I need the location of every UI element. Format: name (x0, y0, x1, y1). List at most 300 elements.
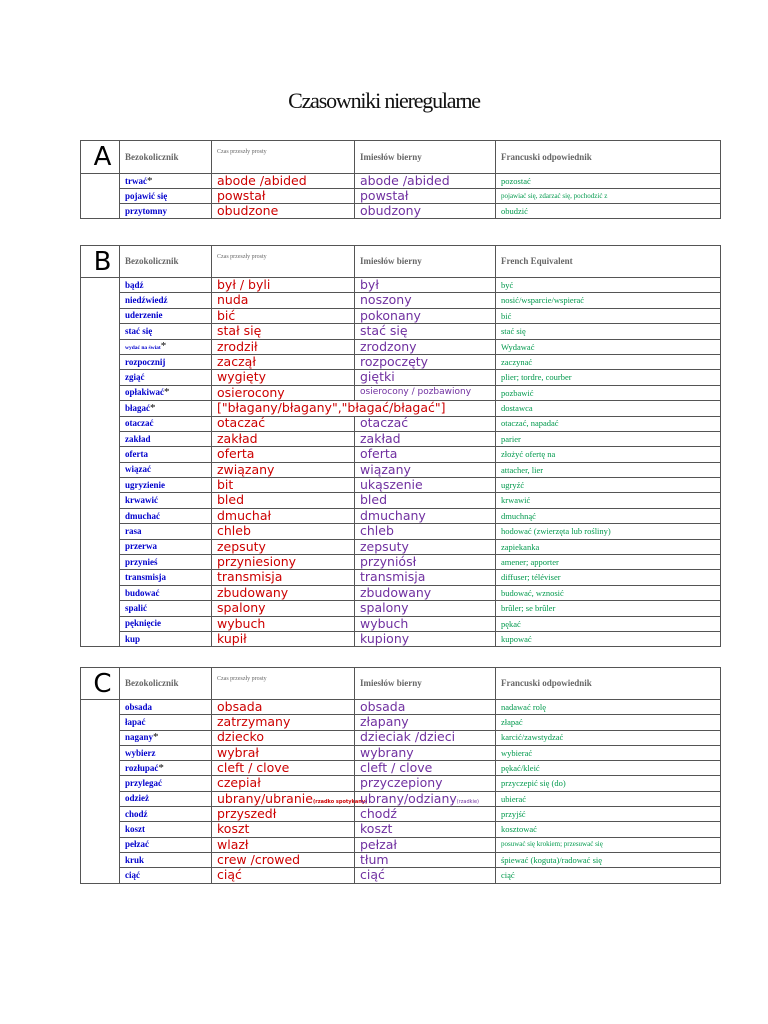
past-simple-cell (212, 493, 355, 508)
infinitive-text: przytomny (125, 205, 167, 216)
infinitive-cell (120, 868, 212, 883)
infinitive-text: ugryzienie (125, 479, 165, 490)
infinitive-cell (120, 807, 212, 822)
past-simple-cell (212, 616, 355, 631)
french-equivalent-cell: zapiekanka (496, 539, 721, 554)
french-equivalent-cell: być (496, 278, 721, 293)
french-equivalent-cell: ciąć (496, 868, 721, 883)
asterisk-mark: * (158, 761, 164, 774)
past-participle-text: obudzony (360, 202, 421, 218)
french-equivalent-cell: ubierać (496, 791, 721, 806)
section-a-table (80, 140, 721, 219)
infinitive-cell (120, 339, 212, 354)
infinitive-text: nagany (125, 732, 154, 743)
page-title: Czasowniki nieregularne (288, 88, 480, 113)
infinitive-text: budować (125, 587, 160, 598)
infinitive-text: chodź (125, 808, 148, 819)
past-simple-cell (212, 354, 355, 369)
infinitive-cell (120, 508, 212, 523)
infinitive-cell (120, 462, 212, 477)
table-row (81, 631, 721, 646)
french-equivalent-cell: nosić/wsparcie/wspierać (496, 293, 721, 308)
column-header: Czas przeszły prosty (212, 668, 355, 700)
past-simple-cell (212, 508, 355, 523)
past-participle-cell (355, 852, 496, 867)
past-participle-cell (355, 700, 496, 715)
infinitive-text: otaczać (125, 418, 154, 429)
column-header: Imiesłów bierny (355, 141, 496, 174)
infinitive-cell (120, 370, 212, 385)
past-simple-cell (212, 745, 355, 760)
infinitive-cell (120, 385, 212, 400)
past-participle-text: wybrany (360, 744, 414, 760)
french-equivalent-cell: posuwać się krokiem; przesuwać się (496, 837, 721, 852)
past-participle-text: zakład (360, 430, 401, 446)
past-simple-cell (212, 370, 355, 385)
past-participle-text: abode /abided (360, 172, 450, 188)
table-row (81, 730, 721, 745)
infinitive-text: wydać na świat (125, 345, 161, 352)
past-simple-cell (212, 822, 355, 837)
french-equivalent-cell: attacher, lier (496, 462, 721, 477)
past-simple-cell (212, 852, 355, 867)
past-simple-cell (212, 462, 355, 477)
past-participle-text: obsada (360, 698, 406, 714)
infinitive-text: przylegać (125, 778, 162, 789)
past-simple-text: stał się (217, 323, 262, 339)
asterisk-mark: * (164, 386, 170, 399)
past-participle-cell (355, 447, 496, 462)
table-row (81, 852, 721, 867)
past-participle-cell (355, 807, 496, 822)
french-equivalent-cell: karcić/zawstydzać (496, 730, 721, 745)
past-participle-text: zrodzony (360, 338, 417, 354)
past-simple-cell (212, 555, 355, 570)
past-simple-cell (212, 631, 355, 646)
past-simple-text: zaczął (217, 353, 256, 369)
past-participle-cell (355, 524, 496, 539)
infinitive-cell (120, 616, 212, 631)
past-participle-text: giętki (360, 369, 395, 385)
past-simple-text: dziecko (217, 729, 264, 745)
past-participle-text: wybuch (360, 615, 409, 631)
past-simple-cell (212, 601, 355, 616)
table-row (81, 700, 721, 715)
past-participle-cell (355, 715, 496, 730)
past-simple-cell (212, 776, 355, 791)
french-equivalent-cell: pozbawić (496, 385, 721, 400)
past-simple-text: wybuch (217, 615, 266, 631)
past-participle-text: chodź (360, 805, 397, 821)
past-participle-cell (355, 370, 496, 385)
past-simple-cell (212, 447, 355, 462)
table-row (81, 524, 721, 539)
table-row (81, 204, 721, 219)
past-simple-text: związany (217, 461, 275, 477)
french-equivalent-cell: pozostać (496, 174, 721, 189)
table-row (81, 616, 721, 631)
past-participle-text: chleb (360, 523, 394, 539)
past-participle-text: kupiony (360, 630, 410, 646)
past-participle-cell (355, 385, 496, 400)
table-row (81, 715, 721, 730)
infinitive-cell (120, 324, 212, 339)
infinitive-text: przynieś (125, 556, 158, 567)
french-equivalent-cell: krwawić (496, 493, 721, 508)
past-simple-text: obsada (217, 698, 263, 714)
infinitive-cell (120, 308, 212, 323)
past-simple-cell (212, 339, 355, 354)
infinitive-cell (120, 791, 212, 806)
past-simple-cell (212, 204, 355, 219)
past-participle-text: bled (360, 492, 388, 508)
table-row (81, 189, 721, 204)
table-row (81, 868, 721, 883)
infinitive-cell (120, 204, 212, 219)
past-participle-cell (355, 730, 496, 745)
past-participle-text: był (360, 276, 379, 292)
table-row (81, 462, 721, 477)
past-simple-text: spalony (217, 600, 266, 616)
infinitive-cell (120, 837, 212, 852)
past-simple-cell (212, 761, 355, 776)
column-header: Imiesłów bierny (355, 668, 496, 700)
past-participle-cell (355, 204, 496, 219)
infinitive-text: pełzać (125, 839, 149, 850)
past-simple-cell (212, 478, 355, 493)
section-letter: C (81, 668, 120, 700)
past-participle-cell (355, 278, 496, 293)
french-equivalent-cell: pojawiać się, zdarzać się, pochodzić z (496, 189, 721, 204)
past-participle-cell (355, 508, 496, 523)
past-participle-cell (355, 868, 496, 883)
french-equivalent-cell: otaczać, napadać (496, 416, 721, 431)
table-row (81, 555, 721, 570)
infinitive-text: zgiąć (125, 372, 145, 383)
past-simple-text: zakład (217, 430, 258, 446)
table-row (81, 791, 721, 806)
infinitive-text: krwawić (125, 495, 158, 506)
past-participle-cell (355, 616, 496, 631)
past-participle-text: stać się (360, 323, 408, 339)
infinitive-text: wybierz (125, 747, 156, 758)
past-simple-text: koszt (217, 821, 250, 837)
past-simple-text: powstał (217, 187, 266, 203)
past-simple-cell (212, 401, 496, 416)
infinitive-cell (120, 700, 212, 715)
past-simple-text: wygięty (217, 369, 267, 385)
french-equivalent-cell: amener; apporter (496, 555, 721, 570)
french-equivalent-cell: pękać (496, 616, 721, 631)
past-simple-text: osierocony (217, 384, 285, 400)
past-participle-text: pokonany (360, 307, 421, 323)
column-header: Francuski odpowiednik (496, 141, 721, 174)
past-participle-cell (355, 585, 496, 600)
infinitive-cell (120, 601, 212, 616)
french-equivalent-cell: plier; tordre, courber (496, 370, 721, 385)
past-participle-text: oferta (360, 446, 398, 462)
infinitive-cell (120, 174, 212, 189)
french-equivalent-cell: hodować (zwierzęta lub rośliny) (496, 524, 721, 539)
past-simple-note: (rzadko spotykany) (312, 798, 368, 805)
french-equivalent-cell: złożyć ofertę na (496, 447, 721, 462)
french-equivalent-cell: kupować (496, 631, 721, 646)
column-header: Bezokolicznik (120, 246, 212, 278)
french-equivalent-cell: ugryźć (496, 478, 721, 493)
past-simple-cell (212, 868, 355, 883)
infinitive-text: uderzenie (125, 310, 163, 321)
past-simple-text: cleft / clove (217, 760, 290, 776)
section-c-table (80, 667, 721, 884)
past-simple-text: transmisja (217, 569, 283, 585)
infinitive-cell (120, 730, 212, 745)
infinitive-text: pęknięcie (125, 618, 161, 629)
table-row (81, 370, 721, 385)
past-simple-text: przyszedł (217, 805, 277, 821)
past-participle-text: cleft / clove (360, 760, 433, 776)
past-participle-text: transmisja (360, 569, 426, 585)
infinitive-text: opłakiwać (125, 387, 165, 398)
past-simple-text: wlazł (217, 836, 249, 852)
french-equivalent-cell: przyczepić się (do) (496, 776, 721, 791)
infinitive-text: oferta (125, 448, 148, 459)
table-row (81, 493, 721, 508)
infinitive-text: bądź (125, 279, 144, 290)
table-row (81, 293, 721, 308)
infinitive-text: przerwa (125, 541, 157, 552)
past-simple-text: chleb (217, 523, 251, 539)
past-simple-cell (212, 416, 355, 431)
infinitive-cell (120, 478, 212, 493)
infinitive-text: rasa (125, 525, 142, 536)
infinitive-text: zakład (125, 433, 151, 444)
column-header: Czas przeszły prosty (212, 246, 355, 278)
column-header: Czas przeszły prosty (212, 141, 355, 174)
past-simple-cell (212, 308, 355, 323)
past-simple-cell (212, 174, 355, 189)
past-simple-text: obudzone (217, 202, 279, 218)
past-simple-cell (212, 570, 355, 585)
french-equivalent-cell: kosztować (496, 822, 721, 837)
infinitive-text: łapać (125, 716, 146, 727)
past-simple-cell (212, 324, 355, 339)
past-participle-text: powstał (360, 187, 409, 203)
column-header: Bezokolicznik (120, 141, 212, 174)
french-equivalent-cell: budować, wznosić (496, 585, 721, 600)
past-simple-text: czepiał (217, 775, 261, 791)
column-header: Imiesłów bierny (355, 246, 496, 278)
past-simple-cell (212, 539, 355, 554)
past-simple-cell (212, 837, 355, 852)
past-participle-cell (355, 324, 496, 339)
infinitive-cell (120, 631, 212, 646)
past-simple-text: przyniesiony (217, 553, 297, 569)
french-equivalent-cell: zaczynać (496, 354, 721, 369)
past-simple-cell (212, 431, 355, 446)
infinitive-cell (120, 431, 212, 446)
past-participle-cell (355, 822, 496, 837)
past-participle-cell (355, 745, 496, 760)
past-participle-cell (355, 293, 496, 308)
section-letter-column (81, 700, 120, 884)
past-participle-cell (355, 791, 496, 806)
past-simple-cell (212, 189, 355, 204)
asterisk-mark: * (153, 731, 159, 744)
section-letter-column (81, 278, 120, 647)
past-participle-text: dmuchany (360, 507, 426, 523)
french-equivalent-cell: bić (496, 308, 721, 323)
table-row (81, 308, 721, 323)
infinitive-cell (120, 715, 212, 730)
past-participle-cell (355, 431, 496, 446)
past-simple-cell (212, 700, 355, 715)
infinitive-cell (120, 852, 212, 867)
table-row (81, 776, 721, 791)
infinitive-text: niedźwiedź (125, 295, 168, 306)
infinitive-cell (120, 354, 212, 369)
column-header: Francuski odpowiednik (496, 668, 721, 700)
past-simple-cell (212, 730, 355, 745)
french-equivalent-cell: Wydawać (496, 339, 721, 354)
past-participle-text: zepsuty (360, 538, 409, 554)
table-row (81, 508, 721, 523)
french-equivalent-cell: dmuchnąć (496, 508, 721, 523)
past-simple-text: abode /abided (217, 172, 307, 188)
past-participle-cell (355, 462, 496, 477)
asterisk-mark: * (150, 401, 156, 414)
french-equivalent-cell: dostawca (496, 401, 721, 416)
column-header: French Equivalent (496, 246, 721, 278)
infinitive-text: transmisja (125, 572, 166, 583)
french-equivalent-cell: złapać (496, 715, 721, 730)
table-row (81, 570, 721, 585)
past-participle-text: otaczać (360, 415, 409, 431)
past-simple-text: zbudowany (217, 584, 289, 600)
past-simple-text: crew /crowed (217, 851, 301, 867)
past-participle-cell (355, 631, 496, 646)
asterisk-mark: * (160, 340, 167, 353)
infinitive-cell (120, 493, 212, 508)
past-participle-text: zbudowany (360, 584, 432, 600)
past-simple-cell (212, 278, 355, 293)
past-simple-text: zatrzymany (217, 714, 291, 730)
infinitive-cell (120, 539, 212, 554)
past-simple-cell (212, 585, 355, 600)
french-equivalent-cell: parier (496, 431, 721, 446)
french-equivalent-cell: śpiewać (koguta)/radować się (496, 852, 721, 867)
past-simple-text: nuda (217, 292, 249, 308)
infinitive-cell (120, 416, 212, 431)
past-simple-cell (212, 790, 368, 806)
past-simple-text: ciąć (217, 867, 242, 883)
past-participle-text: ukąszenie (360, 477, 423, 493)
table-row (81, 447, 721, 462)
past-participle-cell (355, 837, 496, 852)
infinitive-cell (120, 293, 212, 308)
french-equivalent-cell: brûler; se brûler (496, 601, 721, 616)
past-simple-text: zepsuty (217, 538, 266, 554)
past-participle-cell (355, 189, 496, 204)
past-participle-cell (355, 416, 496, 431)
past-participle-text: koszt (360, 821, 393, 837)
past-participle-cell (355, 174, 496, 189)
past-participle-cell (355, 539, 496, 554)
french-equivalent-cell: przyjść (496, 807, 721, 822)
infinitive-text: kruk (125, 854, 145, 865)
infinitive-text: rozpocznij (125, 356, 166, 367)
past-simple-cell (212, 807, 355, 822)
past-participle-text: tłum (360, 851, 389, 867)
french-equivalent-cell: diffuser; téléviser (496, 570, 721, 585)
table-row (81, 478, 721, 493)
table-row (81, 416, 721, 431)
french-equivalent-cell: pękać/kleić (496, 761, 721, 776)
past-simple-text: zrodził (217, 338, 258, 354)
infinitive-text: odzież (125, 793, 149, 804)
table-row (81, 354, 721, 369)
past-simple-cell (212, 524, 355, 539)
past-participle-text: złapany (360, 714, 409, 730)
past-simple-text: oferta (217, 446, 255, 462)
infinitive-cell (120, 555, 212, 570)
past-participle-cell (355, 478, 496, 493)
infinitive-cell (120, 761, 212, 776)
past-simple-cell (212, 385, 355, 400)
table-row (81, 822, 721, 837)
french-equivalent-cell: obudzić (496, 204, 721, 219)
infinitive-text: ciąć (125, 869, 140, 880)
infinitive-cell (120, 776, 212, 791)
infinitive-text: obsada (125, 701, 153, 712)
past-participle-cell (355, 493, 496, 508)
past-simple-text: ubrany/ubranie (217, 790, 313, 806)
french-equivalent-cell: nadawać rolę (496, 700, 721, 715)
past-participle-text: osierocony / pozbawiony (360, 386, 472, 397)
infinitive-text: trwać (125, 175, 147, 186)
past-participle-cell (355, 555, 496, 570)
infinitive-text: rozłupać (125, 762, 159, 773)
past-simple-text: bić (217, 307, 236, 323)
infinitive-text: błagać (125, 402, 151, 413)
past-simple-text: ["błagany/błagany","błagać/błagać"] (217, 400, 446, 416)
table-row (81, 339, 721, 354)
past-participle-text: ubrany/odziany (360, 790, 457, 806)
infinitive-text: spalić (125, 602, 148, 613)
infinitive-cell (120, 447, 212, 462)
past-simple-text: bled (217, 492, 245, 508)
french-equivalent-cell: wybierać (496, 745, 721, 760)
column-header: Bezokolicznik (120, 668, 212, 700)
past-participle-text: dzieciak /dzieci (360, 729, 456, 745)
table-header-row (81, 141, 721, 174)
infinitive-cell (120, 822, 212, 837)
infinitive-cell (120, 585, 212, 600)
past-participle-cell (355, 308, 496, 323)
past-participle-text: pełzał (360, 836, 397, 852)
past-simple-cell (212, 715, 355, 730)
infinitive-cell (120, 524, 212, 539)
past-participle-text: przyniósł (360, 553, 417, 569)
table-header-row (81, 668, 721, 700)
infinitive-text: wiązać (125, 464, 151, 475)
table-row (81, 745, 721, 760)
past-participle-text: rozpoczęty (360, 353, 429, 369)
past-participle-cell (355, 776, 496, 791)
past-participle-text: spalony (360, 600, 409, 616)
infinitive-text: koszt (125, 824, 145, 835)
table-header-row (81, 246, 721, 278)
past-simple-text: bit (217, 477, 234, 493)
